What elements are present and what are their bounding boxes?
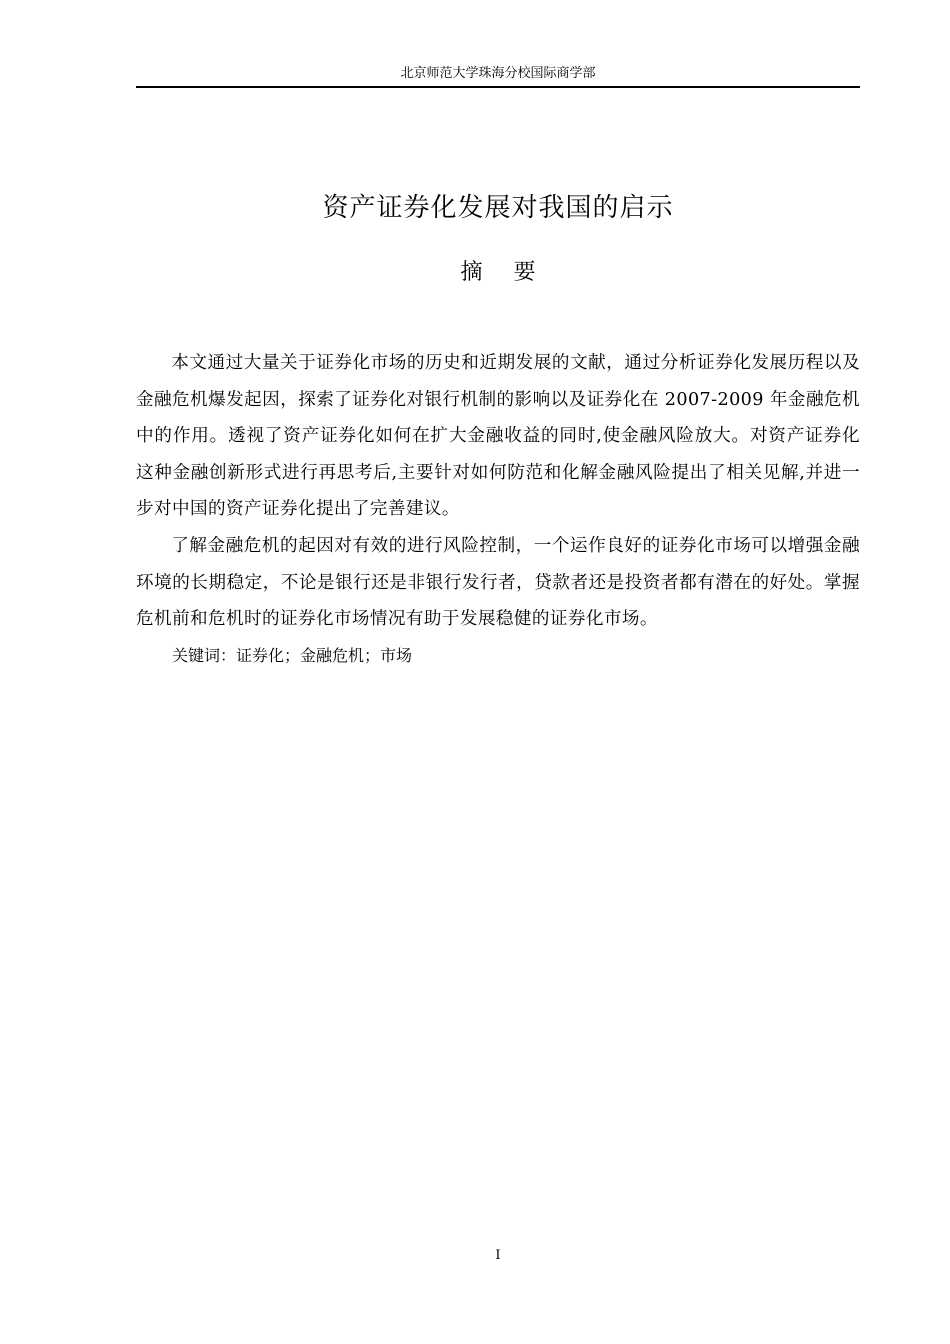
abstract-paragraph-1: 本文通过大量关于证券化市场的历史和近期发展的文献，通过分析证券化发展历程以及金融危机爆发起因，探索了证券化对银行机制的影响以及证券化在 2007-2009 年金融危机中的作用。透视了资产证券化如何在扩大金融收益的同时,使金融风险放大。对资产证券化这种金融创新形式进行再思考后,主要针对如何防范和化解金融风险提出了相关见解,并进一步对中国的资产证券化提出了完善建议。 xyxy=(136,353,860,520)
document-title: 资产证券化发展对我国的启示 xyxy=(322,193,674,223)
header-divider xyxy=(136,86,860,88)
page-header: 北京师范大学珠海分校国际商学部 xyxy=(400,66,596,81)
page-number: I xyxy=(495,1248,501,1263)
keywords-line: 关键词：证券化；金融危机；市场 xyxy=(172,645,413,665)
abstract-heading: 摘 要 xyxy=(460,260,548,285)
abstract-body xyxy=(136,345,860,674)
abstract-paragraph-2: 了解金融危机的起因对有效的进行风险控制，一个运作良好的证券化市场可以增强金融环境的长期稳定，不论是银行还是非银行发行者，贷款者还是投资者都有潜在的好处。掌握危机前和危机时的证券化市场情况有助于发展稳健的证券化市场。 xyxy=(136,535,860,630)
